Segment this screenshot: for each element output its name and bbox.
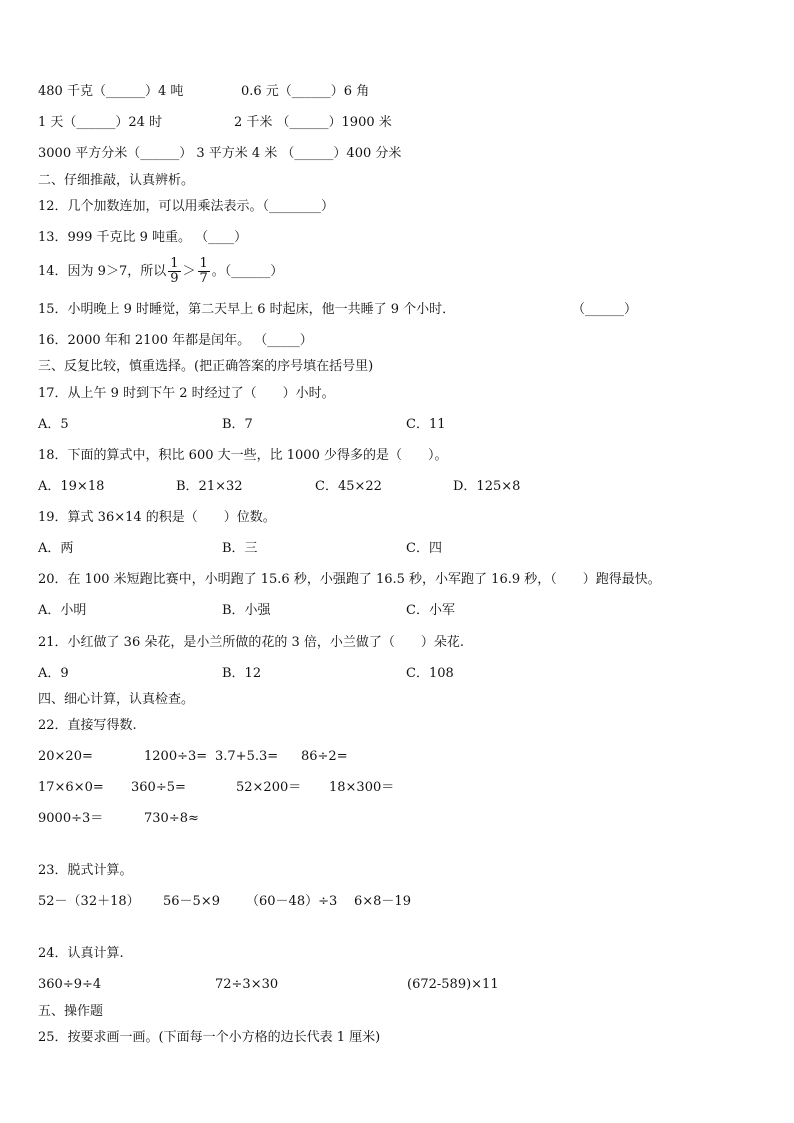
unit-compare-5: 3000 平方分米（______） 3 平方米 4 米 （______）400 分米 [38, 146, 402, 161]
section-heading-3: 三、反复比较，慎重选择。(把正确答案的序号填在括号里) [38, 359, 374, 374]
unit-compare-4: 2 千米 （______）1900 米 [234, 115, 392, 130]
option-a: A．小明 [38, 603, 87, 618]
option-c: C．11 [406, 417, 446, 432]
question-14 [38, 257, 283, 285]
question-15: 15．小明晚上 9 时睡觉，第二天早上 6 时起床，他一共睡了 9 个小时． [38, 302, 456, 317]
question-14-prefix: 14．因为 9＞7，所以 [38, 263, 167, 279]
option-a: A．19×18 [38, 479, 105, 494]
calc-item: 72÷3×30 [215, 977, 279, 992]
option-a: A．5 [38, 417, 69, 432]
question-19: 19．算式 36×14 的积是（ ）位数。 [38, 510, 276, 525]
oral-calc-item: 20×20= [38, 749, 93, 764]
oral-calc-item: 1200÷3= [144, 749, 208, 764]
fraction-numerator: 1 [170, 256, 179, 271]
question-17: 17．从上午 9 时到下午 2 时经过了（ ）小时。 [38, 386, 335, 401]
step-calc-item: 56－5×9 [163, 894, 220, 909]
option-c: C．108 [406, 666, 454, 681]
section-heading-2: 二、仔细推敲，认真辨析。 [38, 173, 195, 188]
question-25: 25．按要求画一画。(下面每一个小方格的边长代表 1 厘米) [38, 1030, 381, 1045]
oral-calc-item: 86÷2= [301, 749, 348, 764]
option-a: A．9 [38, 666, 69, 681]
question-20: 20．在 100 米短跑比赛中，小明跑了 15.6 秒，小强跑了 16.5 秒，小军跑了 16.9 秒，（ ）跑得最快。 [38, 572, 661, 587]
option-b: B．7 [222, 417, 253, 432]
fraction-denominator: 7 [199, 270, 208, 286]
fraction-numerator: 1 [199, 256, 208, 271]
question-24: 24．认真计算. [38, 946, 124, 961]
question-23: 23．脱式计算。 [38, 863, 133, 878]
question-12: 12．几个加数连加，可以用乘法表示。（________） [38, 199, 335, 214]
fraction-one-ninth [168, 257, 180, 285]
section-heading-4: 四、细心计算，认真检查。 [38, 692, 195, 707]
question-16: 16．2000 年和 2100 年都是闰年。 （_____） [38, 333, 313, 348]
unit-compare-3: 1 天（______）24 时 [38, 115, 163, 130]
oral-calc-item: 18×300＝ [329, 780, 395, 795]
step-calc-item: 6×8－19 [354, 894, 411, 909]
oral-calc-item: 17×6×0= [38, 780, 104, 795]
option-b: B．三 [222, 541, 258, 556]
question-22: 22．直接写得数. [38, 718, 137, 733]
question-13: 13．999 千克比 9 吨重。 （____） [38, 230, 248, 245]
oral-calc-item: 3.7+5.3= [215, 749, 279, 764]
question-18: 18．下面的算式中，积比 600 大一些，比 1000 少得多的是（ ）。 [38, 448, 448, 463]
fraction-one-seventh [198, 257, 210, 285]
fraction-denominator: 9 [170, 270, 179, 286]
calc-item: (672-589)×11 [407, 977, 499, 992]
unit-compare-1: 480 千克（______）4 吨 [38, 84, 184, 99]
option-c: C．四 [406, 541, 442, 556]
oral-calc-item: 9000÷3＝ [38, 811, 104, 826]
option-a: A．两 [38, 541, 74, 556]
calc-item: 360÷9÷4 [38, 977, 102, 992]
greater-than-sign: ＞ [182, 263, 196, 279]
option-b: B．小强 [222, 603, 271, 618]
option-c: C．45×22 [315, 479, 382, 494]
oral-calc-item: 730÷8≈ [144, 811, 199, 826]
option-d: D．125×8 [453, 479, 521, 494]
option-b: B．21×32 [176, 479, 243, 494]
step-calc-item: 52－（32＋18） [38, 894, 140, 909]
question-14-suffix: 。（______） [211, 263, 284, 279]
oral-calc-item: 52×200＝ [236, 780, 302, 795]
question-21: 21．小红做了 36 朵花，是小兰所做的花的 3 倍，小兰做了（ ）朵花. [38, 635, 465, 650]
option-c: C．小军 [406, 603, 455, 618]
unit-compare-2: 0.6 元（______）6 角 [241, 84, 370, 99]
oral-calc-item: 360÷5= [131, 780, 186, 795]
section-heading-5: 五、操作题 [38, 1004, 104, 1019]
step-calc-item: （60－48）÷3 [246, 894, 338, 909]
option-b: B．12 [222, 666, 262, 681]
question-15-blank: （______） [572, 302, 638, 317]
